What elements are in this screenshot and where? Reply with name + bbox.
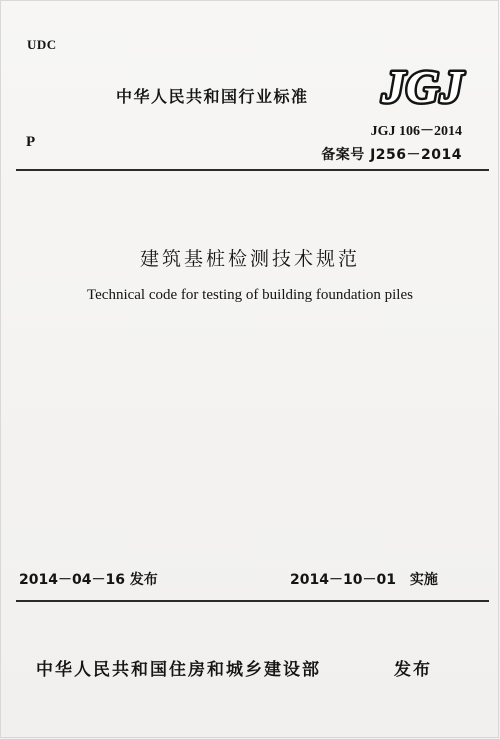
jgj-logo	[372, 62, 474, 110]
implementation-date: 2014－10－01 实施	[290, 572, 438, 588]
udc-label: UDC	[27, 37, 57, 52]
standard-code: JGJ 106－2014	[370, 124, 462, 139]
publish-label: 发布	[394, 660, 432, 680]
classification-letter: P	[26, 134, 36, 150]
issue-date: 2014－04－16 发布	[19, 572, 158, 588]
standard-category: 中华人民共和国行业标准	[116, 87, 309, 106]
title-chinese: 建筑基桩检测技术规范	[139, 248, 360, 270]
title-english: Technical code for testing of building foundation piles	[87, 287, 413, 303]
record-number: 备案号 J256－2014	[321, 147, 462, 163]
header-divider	[16, 169, 489, 171]
footer-divider	[16, 600, 489, 602]
publisher-name: 中华人民共和国住房和城乡建设部	[36, 660, 321, 680]
jgj-logo-text: JGJ	[381, 62, 465, 110]
